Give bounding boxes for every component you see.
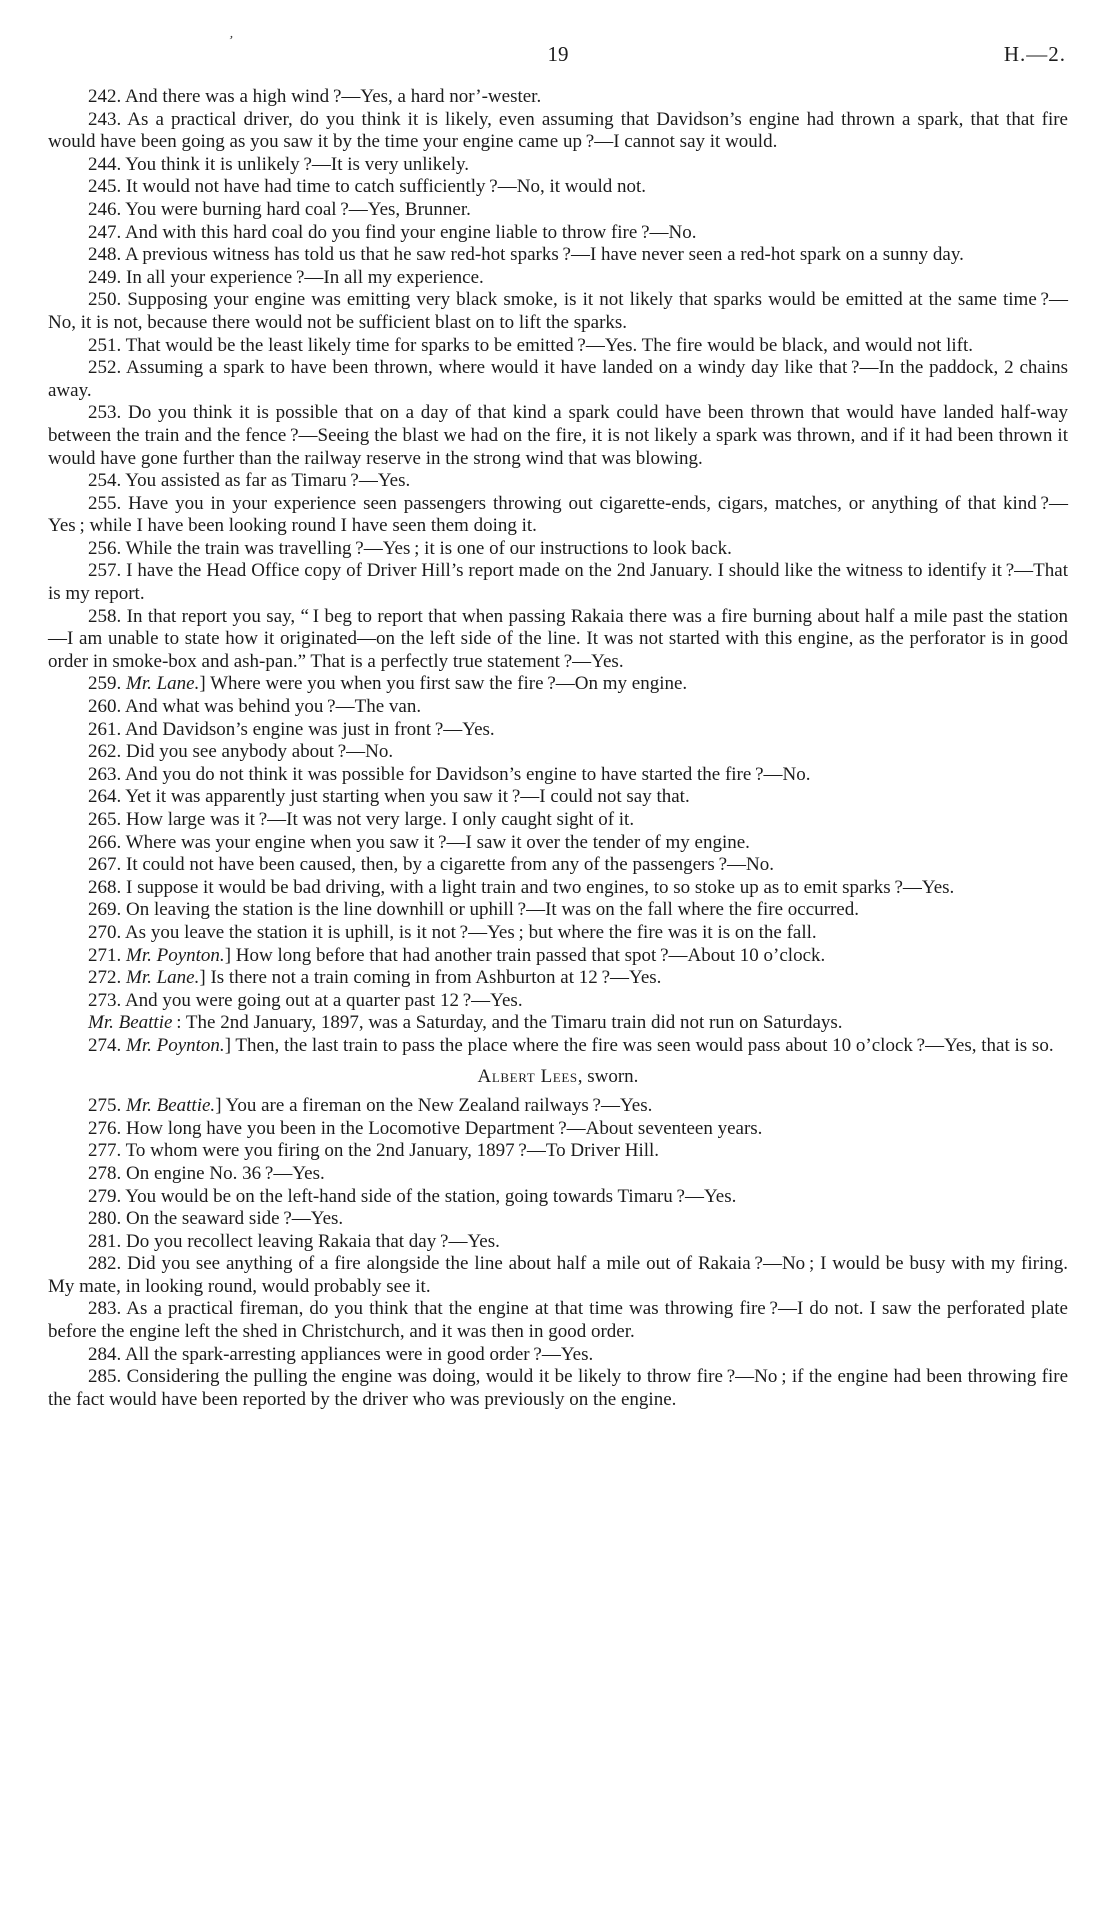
qa-paragraph: [48, 560, 1068, 605]
qa-paragraph: [48, 809, 1068, 832]
qa-paragraph: [48, 493, 1068, 538]
text-run: 264. Yet it was apparently just starting when you saw it ?—I could not say that.: [88, 786, 690, 808]
qa-paragraph: [48, 741, 1068, 764]
qa-paragraph: [48, 1163, 1068, 1186]
qa-paragraph: [48, 990, 1068, 1013]
text-run: , sworn.: [577, 1065, 639, 1087]
qa-paragraph: [48, 1012, 1068, 1035]
text-run: Albert Lees: [477, 1065, 578, 1087]
qa-paragraph: [48, 945, 1068, 968]
text-run: ] Where were you when you first saw the fire ?—On my engine.: [199, 673, 688, 695]
text-run: 245. It would not have had time to catch sufficiently ?—No, it would not.: [88, 176, 647, 198]
qa-paragraph: [48, 289, 1068, 334]
qa-paragraph: [48, 357, 1068, 402]
qa-paragraph: [48, 244, 1068, 267]
text-run: 266. Where was your engine when you saw it ?—I saw it over the tender of my engine.: [88, 831, 750, 853]
qa-paragraph: [48, 176, 1068, 199]
text-run: 283. As a practical fireman, do you think that the engine at that time was throwing fire ?—I do not. I saw the perforated plate before the engine left the shed in Christchurch, and it was then in good order.: [48, 1298, 1068, 1343]
text-run: 257. I have the Head Office copy of Driver Hill’s report made on the 2nd January. I should like the witness to identify it ?—That is my report.: [48, 560, 1068, 605]
qa-paragraph: [48, 199, 1068, 222]
text-run: 259.: [88, 673, 126, 695]
text-run: 270. As you leave the station it is uphill, is it not ?—Yes ; but where the fire was it is on the fall.: [88, 921, 817, 943]
qa-paragraph: [48, 1186, 1068, 1209]
text-run: 282. Did you see anything of a fire alongside the line about half a mile out of Rakaia ?—No ; I would be busy with my firing. My mate, in looking round, would probably see it.: [48, 1253, 1068, 1297]
text-run: 248. A previous witness has told us that he saw red-hot sparks ?—I have never seen a red-hot spark on a sunny day.: [88, 244, 964, 266]
text-run: : The 2nd January, 1897, was a Saturday, and the Timaru train did not run on Saturdays.: [172, 1012, 843, 1034]
text-run: 273. And you were going out at a quarter past 12 ?—Yes.: [88, 989, 523, 1011]
qa-paragraph: [48, 1366, 1068, 1411]
text-run: 244. You think it is unlikely ?—It is very unlikely.: [88, 153, 469, 175]
text-run: 262. Did you see anybody about ?—No.: [88, 741, 394, 763]
qa-paragraph: [48, 922, 1068, 945]
text-run: 247. And with this hard coal do you find your engine liable to throw fire ?—No.: [88, 221, 697, 243]
text-run: Mr. Poynton.: [126, 944, 225, 966]
qa-paragraph: [48, 854, 1068, 877]
qa-paragraph: [48, 696, 1068, 719]
qa-paragraph: [48, 470, 1068, 493]
text-run: 263. And you do not think it was possible for Davidson’s engine to have started the fire ?—No.: [88, 763, 811, 785]
qa-paragraph: [48, 786, 1068, 809]
text-run: ] You are a fireman on the New Zealand railways ?—Yes.: [215, 1095, 653, 1117]
text-run: Mr. Lane.: [126, 967, 200, 989]
qa-paragraph: [48, 1118, 1068, 1141]
text-run: 251. That would be the least likely time for sparks to be emitted ?—Yes. The fire would be black, and would not lift.: [88, 334, 974, 356]
text-run: 246. You were burning hard coal ?—Yes, Brunner.: [88, 198, 471, 220]
qa-paragraph: [48, 1208, 1068, 1231]
text-run: 243. As a practical driver, do you think it is likely, even assuming that Davidson’s engine had thrown a spark, that that fire would have been going as you saw it by the time your engine came up ?—I cannot say it would.: [48, 108, 1068, 153]
text-run: Mr. Lane.: [126, 673, 200, 695]
text-run: 277. To whom were you firing on the 2nd January, 1897 ?—To Driver Hill.: [88, 1140, 660, 1162]
text-run: 249. In all your experience ?—In all my experience.: [88, 266, 484, 288]
qa-paragraph: [48, 967, 1068, 990]
text-run: ] How long before that had another train passed that spot ?—About 10 o’clock.: [224, 944, 826, 966]
witness-heading: [48, 1066, 1068, 1089]
text-run: Mr. Beattie: [88, 1012, 173, 1034]
text-run: ] Then, the last train to pass the place where the fire was seen would pass about 10 o’clock ?—Yes, that is so.: [224, 1034, 1054, 1056]
qa-paragraph: [48, 402, 1068, 470]
text-run: 260. And what was behind you ?—The van.: [88, 696, 422, 718]
text-run: 272.: [88, 967, 126, 989]
text-run: 253. Do you think it is possible that on a day of that kind a spark could have been thrown that would have landed half-way between the train and the fence ?—Seeing the blast we had on the fire, it is not likely a spark was thrown, and if it had been thrown it would have gone further than the railway reserve in the strong wind that was blowing.: [48, 402, 1068, 469]
text-run: 274.: [88, 1034, 126, 1056]
qa-paragraph: [48, 764, 1068, 787]
qa-paragraph: [48, 1298, 1068, 1343]
page-number: 19: [547, 42, 569, 66]
qa-paragraph: [48, 222, 1068, 245]
qa-paragraph: [48, 1253, 1068, 1298]
qa-paragraph: [48, 673, 1068, 696]
text-run: 242. And there was a high wind ?—Yes, a hard nor’-wester.: [88, 86, 542, 107]
qa-paragraph: [48, 899, 1068, 922]
qa-paragraph: [48, 877, 1068, 900]
text-run: 258. In that report you say, “ I beg to report that when passing Rakaia there was a fire burning about half a mile past the station—I am unable to state how it originated—on the left side of the line. It was not started with this engine, as the perforator is in good order in smoke-box and ash-pan.” That is a perfectly true statement ?—Yes.: [48, 605, 1068, 672]
text-run: 250. Supposing your engine was emitting very black smoke, is it not likely that sparks would be emitted at the same time ?—No, it is not, because there would not be sufficient blast on to lift the sparks.: [48, 289, 1068, 333]
scan-artifact: ’: [226, 33, 235, 50]
qa-paragraph: [48, 1035, 1068, 1058]
text-run: 276. How long have you been in the Locomotive Department ?—About seventeen years.: [88, 1117, 763, 1139]
text-run: 281. Do you recollect leaving Rakaia that day ?—Yes.: [88, 1230, 500, 1252]
document-reference: H.—2.: [1003, 42, 1066, 66]
text-run: 268. I suppose it would be bad driving, with a light train and two engines, to so stoke up as to emit sparks ?—Yes.: [88, 876, 955, 898]
text-run: 278. On engine No. 36 ?—Yes.: [88, 1162, 325, 1184]
text-run: 267. It could not have been caused, then, by a cigarette from any of the passengers ?—No.: [88, 854, 774, 876]
text-run: 269. On leaving the station is the line downhill or uphill ?—It was on the fall where the fire occurred.: [88, 899, 859, 921]
text-run: 254. You assisted as far as Timaru ?—Yes.: [88, 470, 411, 492]
qa-paragraph: [48, 606, 1068, 674]
text-run: 279. You would be on the left-hand side of the station, going towards Timaru ?—Yes.: [88, 1185, 737, 1207]
qa-paragraph: [48, 86, 1068, 109]
testimony-text: [48, 86, 1068, 1411]
qa-paragraph: [48, 719, 1068, 742]
qa-paragraph: [48, 1344, 1068, 1367]
qa-paragraph: [48, 1231, 1068, 1254]
text-run: Mr. Poynton.: [126, 1034, 225, 1056]
text-run: 261. And Davidson’s engine was just in front ?—Yes.: [88, 718, 495, 740]
qa-paragraph: [48, 538, 1068, 561]
qa-paragraph: [48, 1095, 1068, 1118]
text-run: 255. Have you in your experience seen passengers throwing out cigarette-ends, cigars, matches, or anything of that kind ?—Yes ; while I have been looking round I have seen them doing it.: [48, 492, 1068, 537]
text-run: 265. How large was it ?—It was not very large. I only caught sight of it.: [88, 809, 635, 830]
text-run: ] Is there not a train coming in from Ashburton at 12 ?—Yes.: [199, 967, 662, 989]
page-header: [48, 33, 1068, 70]
qa-paragraph: [48, 109, 1068, 154]
text-run: 275.: [88, 1095, 126, 1117]
text-run: 256. While the train was travelling ?—Yes ; it is one of our instructions to look back.: [88, 537, 732, 559]
text-run: 252. Assuming a spark to have been thrown, where would it have landed on a windy day like that ?—In the paddock, 2 chains away.: [48, 357, 1068, 401]
text-run: 285. Considering the pulling the engine was doing, would it be likely to throw fire ?—No ; if the engine had been throwing fire the fact would have been reported by the driver who was previously on the engine.: [48, 1366, 1068, 1410]
text-run: Mr. Beattie.: [126, 1095, 216, 1117]
text-run: 284. All the spark-arresting appliances were in good order ?—Yes.: [88, 1343, 594, 1365]
qa-paragraph: [48, 154, 1068, 177]
qa-paragraph: [48, 267, 1068, 290]
text-run: 271.: [88, 944, 126, 966]
text-run: 280. On the seaward side ?—Yes.: [88, 1208, 344, 1230]
qa-paragraph: [48, 1140, 1068, 1163]
qa-paragraph: [48, 832, 1068, 855]
qa-paragraph: [48, 335, 1068, 358]
